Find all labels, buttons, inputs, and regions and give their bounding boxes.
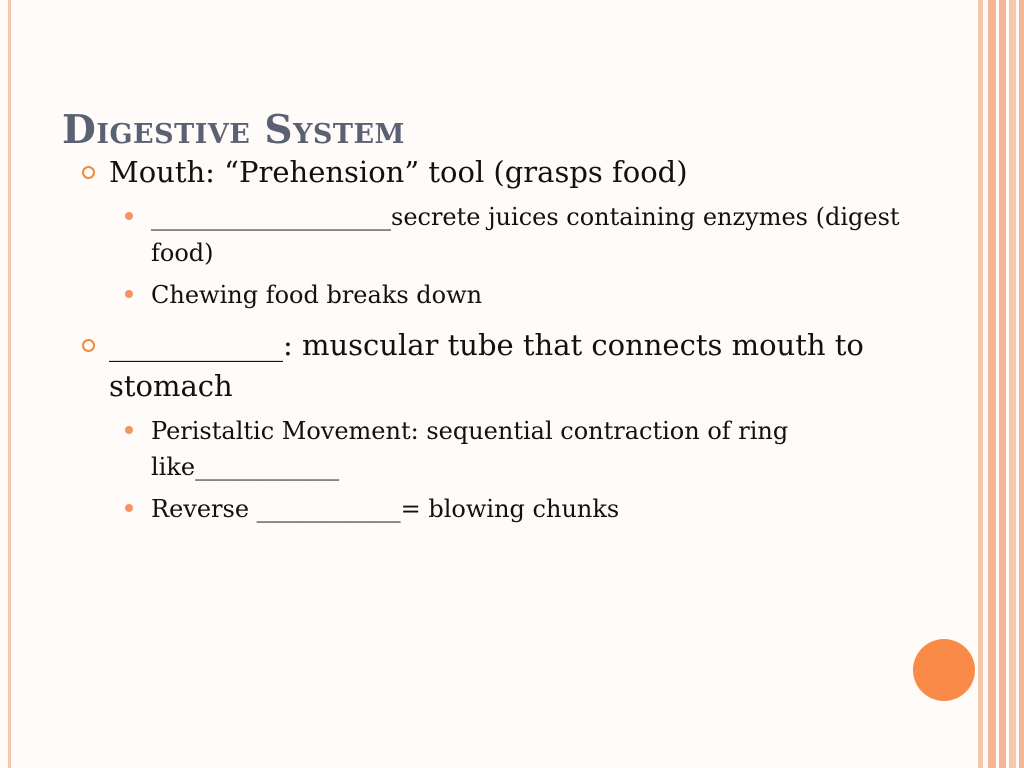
bullet-list [80,152,950,533]
sub-bullet-text: Chewing food breaks down [151,281,483,309]
decor-stripe [1009,0,1016,768]
bullet-text: ____________: muscular tube that connects mouth to stomach [109,328,864,403]
sub-bullet-item [80,277,950,313]
ring-bullet-icon [82,339,95,352]
sub-bullet-item [80,199,950,271]
decor-stripe [1019,0,1024,768]
sub-bullet-text: Reverse ____________= blowing chunks [151,495,620,523]
dot-bullet-icon [125,504,133,512]
ring-bullet-icon [82,166,95,179]
sub-bullet-text: ____________________secrete juices containing enzymes (digest food) [151,203,900,267]
bullet-item [80,325,950,407]
dot-bullet-icon [125,426,133,434]
decor-circle [913,639,975,701]
bullet-text: Mouth: “Prehension” tool (grasps food) [109,155,688,189]
left-border-line [8,0,11,768]
slide-title: Digestive System [62,107,405,153]
decor-stripe [978,0,983,768]
sub-bullet-text: Peristaltic Movement: sequential contraction of ring like____________ [151,417,789,481]
decor-stripe [999,0,1006,768]
sub-bullet-item [80,491,950,527]
bullet-item [80,152,950,193]
dot-bullet-icon [125,212,133,220]
decor-stripe [988,0,996,768]
dot-bullet-icon [125,290,133,298]
sub-bullet-item [80,413,950,485]
